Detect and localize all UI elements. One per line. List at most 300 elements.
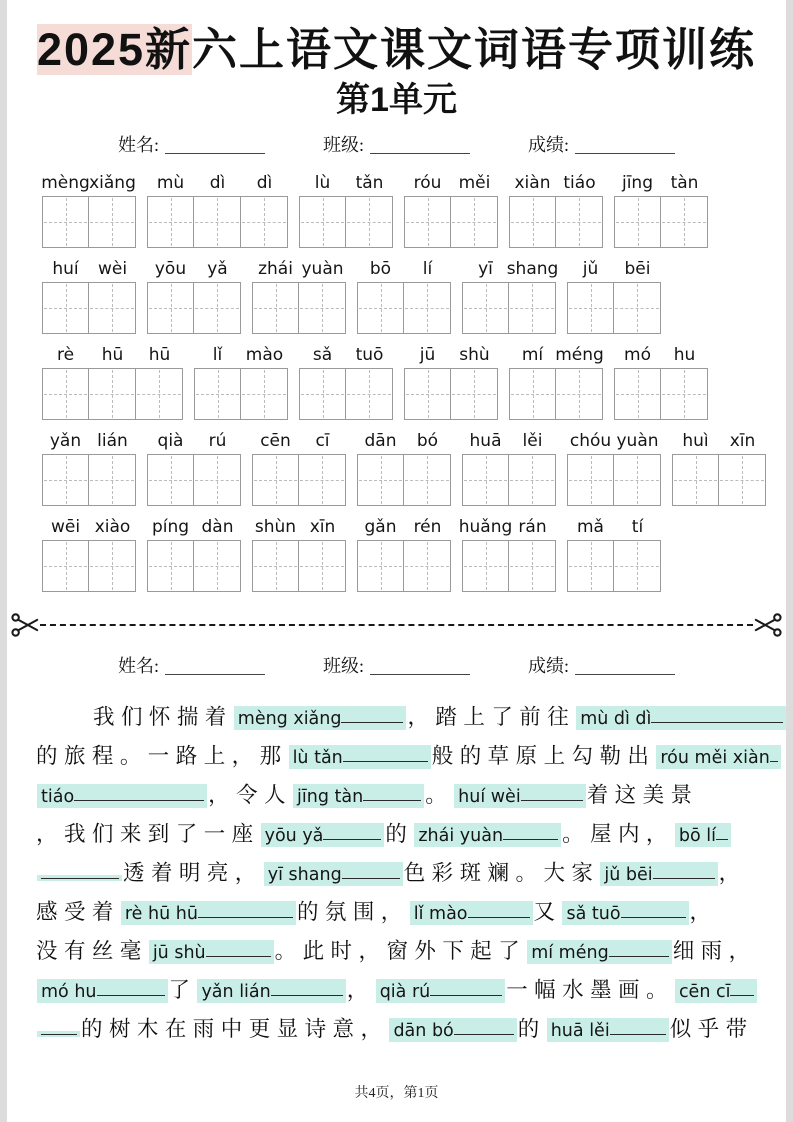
passage-text: 透着明亮，: [123, 861, 263, 886]
passage-text: ，令人: [208, 783, 293, 808]
writing-box[interactable]: [194, 454, 241, 506]
syllable-cell: [194, 341, 241, 420]
syllable-cell: [404, 341, 451, 420]
word-group: [404, 341, 498, 420]
fill-blank[interactable]: [264, 862, 403, 886]
syllable-cell: [509, 341, 556, 420]
fill-blank[interactable]: [376, 979, 506, 1003]
name-field: [118, 131, 265, 157]
name-label: 姓名:: [117, 135, 159, 156]
syllable-cell: [509, 513, 556, 592]
word-group: [462, 427, 556, 506]
fill-blank[interactable]: [547, 1018, 669, 1042]
blank-underline[interactable]: [198, 916, 293, 918]
passage-text: ，: [718, 861, 747, 886]
passage-text: ，踏上了前往: [407, 705, 576, 730]
syllable-cell: [672, 427, 719, 506]
writing-box[interactable]: [404, 454, 451, 506]
fill-blank[interactable]: [414, 823, 561, 847]
pinyin-grid-row: [42, 427, 793, 506]
unit-subtitle: 第1单元: [336, 81, 457, 120]
writing-box[interactable]: [509, 368, 556, 420]
writing-box[interactable]: [346, 196, 393, 248]
syllable-cell: [194, 513, 241, 592]
syllable-cell: [404, 427, 451, 506]
pinyin-label: tǎn: [355, 173, 384, 194]
syllable-cell: [89, 255, 136, 334]
writing-box[interactable]: [194, 282, 241, 334]
pinyin-label: qià: [157, 431, 184, 452]
syllable-cell: [567, 513, 614, 592]
writing-box[interactable]: [556, 368, 603, 420]
blank-underline[interactable]: [41, 877, 119, 879]
word-group: [252, 513, 346, 592]
fill-blank[interactable]: [656, 745, 780, 769]
writing-box[interactable]: [614, 282, 661, 334]
blank-underline[interactable]: [770, 760, 778, 762]
pinyin-label: bō: [369, 259, 392, 280]
fill-blank[interactable]: [289, 745, 431, 769]
fill-blank[interactable]: [675, 823, 731, 847]
syllable-cell: [89, 341, 136, 420]
blank-pinyin-hint: dān bó: [393, 1021, 454, 1042]
pinyin-label: mí: [521, 345, 544, 366]
word-group: [458, 513, 556, 592]
writing-box[interactable]: [89, 282, 136, 334]
name-input-line[interactable]: [165, 153, 265, 154]
blank-underline[interactable]: [41, 1033, 77, 1035]
writing-box[interactable]: [241, 368, 288, 420]
writing-box[interactable]: [614, 196, 661, 248]
passage-text: 了: [168, 978, 197, 1003]
blank-underline[interactable]: [74, 799, 204, 801]
pinyin-label: wèi: [97, 259, 128, 280]
blank-underline[interactable]: [651, 721, 783, 723]
blank-underline[interactable]: [521, 799, 583, 801]
blank-pinyin-hint: huā lěi: [550, 1021, 610, 1042]
writing-box[interactable]: [661, 196, 708, 248]
writing-box[interactable]: [357, 540, 404, 592]
writing-box[interactable]: [614, 454, 661, 506]
writing-box[interactable]: [42, 368, 89, 420]
writing-box[interactable]: [462, 540, 509, 592]
syllable-cell: [458, 513, 513, 592]
pinyin-label: huì: [682, 431, 709, 452]
student-info-row-top: [0, 131, 793, 157]
class-input-line[interactable]: [370, 674, 470, 675]
pinyin-label: gǎn: [364, 517, 397, 538]
fill-blank[interactable]: [527, 940, 672, 964]
pinyin-label: shùn: [254, 517, 297, 538]
fill-blank[interactable]: [37, 784, 207, 808]
syllable-cell: [346, 341, 393, 420]
pinyin-label: huǎng: [458, 517, 513, 538]
passage-text: 。此时，窗外下起了: [274, 939, 527, 964]
blank-underline[interactable]: [610, 1033, 666, 1035]
writing-box[interactable]: [614, 540, 661, 592]
pinyin-grid-row: [42, 169, 793, 248]
writing-box[interactable]: [357, 454, 404, 506]
word-group: [614, 169, 708, 248]
writing-box[interactable]: [556, 196, 603, 248]
blank-pinyin-hint: jū shù: [152, 943, 206, 964]
syllable-cell: [614, 169, 661, 248]
score-label: 成绩:: [528, 135, 570, 156]
passage-text: 般的草原上勾勒出: [431, 744, 656, 769]
writing-box[interactable]: [614, 368, 661, 420]
word-group: [42, 341, 183, 420]
syllable-cell: [42, 255, 89, 334]
writing-box[interactable]: [299, 196, 346, 248]
writing-box[interactable]: [661, 368, 708, 420]
fill-blank[interactable]: [234, 706, 407, 730]
pinyin-label: cēn: [260, 431, 291, 452]
blank-underline[interactable]: [653, 877, 715, 879]
syllable-cell: [556, 169, 603, 248]
writing-box[interactable]: [147, 196, 194, 248]
writing-box[interactable]: [252, 540, 299, 592]
syllable-cell: [89, 513, 136, 592]
word-group: [194, 341, 288, 420]
blank-pinyin-hint: mù dì dì: [580, 709, 652, 730]
syllable-cell: [241, 169, 288, 248]
writing-box[interactable]: [42, 540, 89, 592]
blank-pinyin-hint: cēn cī: [678, 982, 731, 1003]
syllable-cell: [89, 427, 136, 506]
pinyin-label: lǐ: [212, 345, 223, 366]
syllable-cell: [451, 169, 498, 248]
passage-line: [36, 856, 757, 895]
fill-blank[interactable]: [454, 784, 586, 808]
pinyin-label: lí: [422, 259, 433, 280]
fill-blank[interactable]: [675, 979, 758, 1003]
blank-pinyin-hint: qià rú: [379, 982, 431, 1003]
blank-underline[interactable]: [341, 721, 403, 723]
writing-box[interactable]: [346, 368, 393, 420]
syllable-cell: [299, 341, 346, 420]
writing-box[interactable]: [404, 196, 451, 248]
pinyin-writing-grid: [42, 169, 793, 592]
blank-pinyin-hint: zhái yuàn: [418, 826, 504, 847]
syllable-cell: [299, 169, 346, 248]
passage-text: 没有丝毫: [36, 939, 148, 964]
passage-text: 感受着: [36, 900, 120, 925]
blank-pinyin-hint: mó hu: [41, 982, 97, 1003]
syllable-cell: [404, 169, 451, 248]
title-rest-part: 六上语文课文词语专项训练: [192, 24, 757, 75]
blank-underline[interactable]: [503, 838, 558, 840]
blank-pinyin-hint: bō lí: [678, 826, 716, 847]
word-group: [42, 427, 136, 506]
pinyin-label: mào: [245, 345, 284, 366]
class-field: [323, 652, 470, 678]
word-group: [509, 341, 603, 420]
blank-underline[interactable]: [430, 994, 502, 996]
writing-box[interactable]: [194, 540, 241, 592]
score-label: 成绩:: [528, 656, 570, 677]
blank-pinyin-hint: lǐ mào: [413, 904, 468, 925]
blank-underline[interactable]: [323, 838, 381, 840]
syllable-cell: [404, 513, 451, 592]
writing-box[interactable]: [42, 282, 89, 334]
writing-box[interactable]: [89, 454, 136, 506]
syllable-cell: [567, 255, 614, 334]
pinyin-label: xīn: [309, 517, 336, 538]
blank-underline[interactable]: [206, 955, 271, 957]
fill-blank[interactable]: [261, 823, 385, 847]
passage-line: [36, 739, 770, 778]
page-edge-right: [786, 0, 793, 1122]
fill-blank[interactable]: [389, 1018, 516, 1042]
pinyin-label: hū: [101, 345, 124, 366]
blank-underline[interactable]: [730, 994, 754, 996]
fill-blank[interactable]: [197, 979, 345, 1003]
passage-text: ，我们来到了一座: [36, 822, 260, 847]
writing-box[interactable]: [509, 540, 556, 592]
writing-box[interactable]: [462, 282, 509, 334]
student-info-row-bottom: [0, 652, 793, 678]
syllable-cell: [299, 513, 346, 592]
writing-box[interactable]: [509, 196, 556, 248]
pinyin-label: huí: [52, 259, 79, 280]
passage-line: [36, 1012, 757, 1051]
syllable-cell: [147, 513, 194, 592]
passage-text: ，: [689, 900, 718, 925]
word-group: [42, 255, 136, 334]
pinyin-label: tiáo: [563, 173, 596, 194]
pinyin-label: yī: [478, 259, 493, 280]
syllable-cell: [506, 255, 559, 334]
pinyin-label: rè: [56, 345, 75, 366]
writing-box[interactable]: [404, 368, 451, 420]
writing-box[interactable]: [451, 196, 498, 248]
pinyin-label: mù: [156, 173, 185, 194]
fill-blank[interactable]: [293, 784, 424, 808]
writing-box[interactable]: [462, 454, 509, 506]
word-group: [252, 427, 346, 506]
writing-box[interactable]: [672, 454, 719, 506]
writing-box[interactable]: [509, 454, 556, 506]
pinyin-label: hū: [148, 345, 171, 366]
writing-box[interactable]: [299, 368, 346, 420]
name-input-line[interactable]: [165, 674, 265, 675]
writing-box[interactable]: [567, 282, 614, 334]
pinyin-label: jǔ: [582, 259, 599, 280]
writing-box[interactable]: [241, 196, 288, 248]
blank-underline[interactable]: [97, 994, 165, 996]
writing-box[interactable]: [404, 282, 451, 334]
pinyin-label: tàn: [670, 173, 699, 194]
pinyin-label: xīn: [729, 431, 756, 452]
fill-blank[interactable]: [600, 862, 717, 886]
fill-blank[interactable]: [562, 901, 688, 925]
writing-box[interactable]: [299, 282, 346, 334]
fill-blank[interactable]: [149, 940, 274, 964]
pinyin-label: tí: [631, 517, 644, 538]
writing-box[interactable]: [147, 540, 194, 592]
syllable-cell: [194, 427, 241, 506]
fill-blank[interactable]: [37, 875, 122, 881]
writing-box[interactable]: [147, 282, 194, 334]
syllable-cell: [241, 341, 288, 420]
syllable-cell: [614, 427, 661, 506]
writing-box[interactable]: [194, 368, 241, 420]
fill-blank[interactable]: [121, 901, 296, 925]
pinyin-label: yǎ: [207, 259, 228, 280]
blank-pinyin-hint: huí wèi: [458, 787, 521, 808]
class-field: [323, 131, 470, 157]
fill-blank[interactable]: [37, 979, 168, 1003]
fill-blank[interactable]: [576, 706, 786, 730]
pinyin-label: dān: [364, 431, 397, 452]
blank-underline[interactable]: [621, 916, 686, 918]
passage-text: 又: [533, 900, 562, 925]
word-group: [147, 169, 288, 248]
pinyin-label: jīng: [621, 173, 653, 194]
blank-underline[interactable]: [271, 994, 343, 996]
pinyin-label: chóu: [569, 431, 612, 452]
fill-blank[interactable]: [410, 901, 533, 925]
passage-line: [36, 700, 757, 739]
writing-box[interactable]: [252, 282, 299, 334]
passage-text: ，: [346, 978, 375, 1003]
passage-text: 色彩斑斓。大家: [403, 861, 600, 886]
writing-box[interactable]: [404, 540, 451, 592]
pinyin-label: bó: [416, 431, 439, 452]
pinyin-label: lián: [97, 431, 128, 452]
blank-underline[interactable]: [609, 955, 669, 957]
syllable-cell: [346, 169, 393, 248]
passage-text: 细雨，: [672, 939, 757, 964]
pinyin-label: mó: [624, 345, 651, 366]
blank-underline[interactable]: [468, 916, 530, 918]
passage-text: 的: [385, 822, 414, 847]
writing-box[interactable]: [89, 368, 136, 420]
writing-box[interactable]: [299, 454, 346, 506]
writing-box[interactable]: [451, 368, 498, 420]
blank-pinyin-hint: yǎn lián: [201, 982, 271, 1003]
writing-box[interactable]: [357, 282, 404, 334]
pinyin-label: rén: [413, 517, 442, 538]
writing-box[interactable]: [567, 540, 614, 592]
score-input-line[interactable]: [575, 153, 675, 154]
blank-pinyin-hint: yī shang: [267, 865, 342, 886]
passage-text: 。: [425, 783, 454, 808]
writing-box[interactable]: [42, 196, 89, 248]
pinyin-label: tuō: [355, 345, 384, 366]
scissors-icon: [753, 610, 783, 640]
syllable-cell: [42, 513, 89, 592]
blank-underline[interactable]: [454, 1033, 514, 1035]
pinyin-label: róu: [413, 173, 442, 194]
writing-box[interactable]: [299, 540, 346, 592]
passage-text: 的: [517, 1017, 546, 1042]
blank-pinyin-hint: mèng xiǎng: [237, 709, 342, 730]
blank-pinyin-hint: rè hū hū: [124, 904, 198, 925]
title-highlighted-part: 2025新: [36, 24, 193, 75]
passage-text: 的氛围，: [296, 900, 409, 925]
score-input-line[interactable]: [575, 674, 675, 675]
cut-dash-line: [40, 624, 753, 626]
syllable-cell: [299, 427, 346, 506]
syllable-cell: [194, 255, 241, 334]
passage-text: 似乎带: [669, 1017, 754, 1042]
pinyin-label: xiàn: [514, 173, 551, 194]
blank-pinyin-hint: yōu yǎ: [264, 826, 324, 847]
score-field: [528, 131, 675, 157]
syllable-cell: [252, 255, 299, 334]
writing-box[interactable]: [147, 454, 194, 506]
writing-box[interactable]: [194, 196, 241, 248]
pinyin-grid-row: [42, 255, 793, 334]
pinyin-label: rán: [518, 517, 547, 538]
writing-box[interactable]: [719, 454, 766, 506]
passage-line: [36, 817, 757, 856]
pinyin-grid-row: [42, 513, 793, 592]
word-group: [567, 427, 661, 506]
writing-box[interactable]: [252, 454, 299, 506]
word-group: [299, 341, 393, 420]
pinyin-label: rú: [208, 431, 227, 452]
word-group: [509, 169, 603, 248]
pinyin-label: wēi: [50, 517, 81, 538]
writing-box[interactable]: [567, 454, 614, 506]
pinyin-label: lěi: [522, 431, 543, 452]
passage-line: [36, 895, 757, 934]
writing-box[interactable]: [89, 196, 136, 248]
blank-pinyin-hint: jīng tàn: [297, 787, 364, 808]
pinyin-label: sǎ: [312, 345, 333, 366]
writing-box[interactable]: [509, 282, 556, 334]
pinyin-label: dàn: [201, 517, 234, 538]
blank-underline[interactable]: [363, 799, 421, 801]
class-input-line[interactable]: [370, 153, 470, 154]
writing-box[interactable]: [89, 540, 136, 592]
writing-box[interactable]: [42, 454, 89, 506]
blank-underline[interactable]: [342, 877, 400, 879]
word-group: [42, 169, 136, 248]
syllable-cell: [299, 255, 346, 334]
syllable-cell: [451, 341, 498, 420]
pinyin-label: cī: [315, 431, 330, 452]
pinyin-label: bēi: [624, 259, 651, 280]
score-field: [528, 652, 675, 678]
blank-underline[interactable]: [343, 760, 428, 762]
word-group: [672, 427, 766, 506]
pinyin-label: yōu: [154, 259, 187, 280]
syllable-cell: [357, 427, 404, 506]
pinyin-label: yǎn: [49, 431, 82, 452]
word-group: [357, 255, 451, 334]
pinyin-label: huā: [469, 431, 502, 452]
syllable-cell: [614, 255, 661, 334]
syllable-cell: [567, 427, 614, 506]
writing-box[interactable]: [136, 368, 183, 420]
word-group: [614, 341, 708, 420]
name-label: 姓名:: [117, 656, 159, 677]
name-field: [118, 652, 265, 678]
passage-line: [36, 973, 757, 1012]
pinyin-label: méng: [555, 345, 604, 366]
fill-blank[interactable]: [37, 1031, 80, 1037]
blank-underline[interactable]: [716, 838, 728, 840]
syllable-cell: [462, 427, 509, 506]
passage-text: 的树木在雨中更显诗意，: [81, 1017, 389, 1042]
page-title: [0, 22, 793, 78]
syllable-cell: [42, 169, 89, 248]
pinyin-label: píng: [151, 517, 190, 538]
pinyin-label: mèng: [41, 173, 90, 194]
